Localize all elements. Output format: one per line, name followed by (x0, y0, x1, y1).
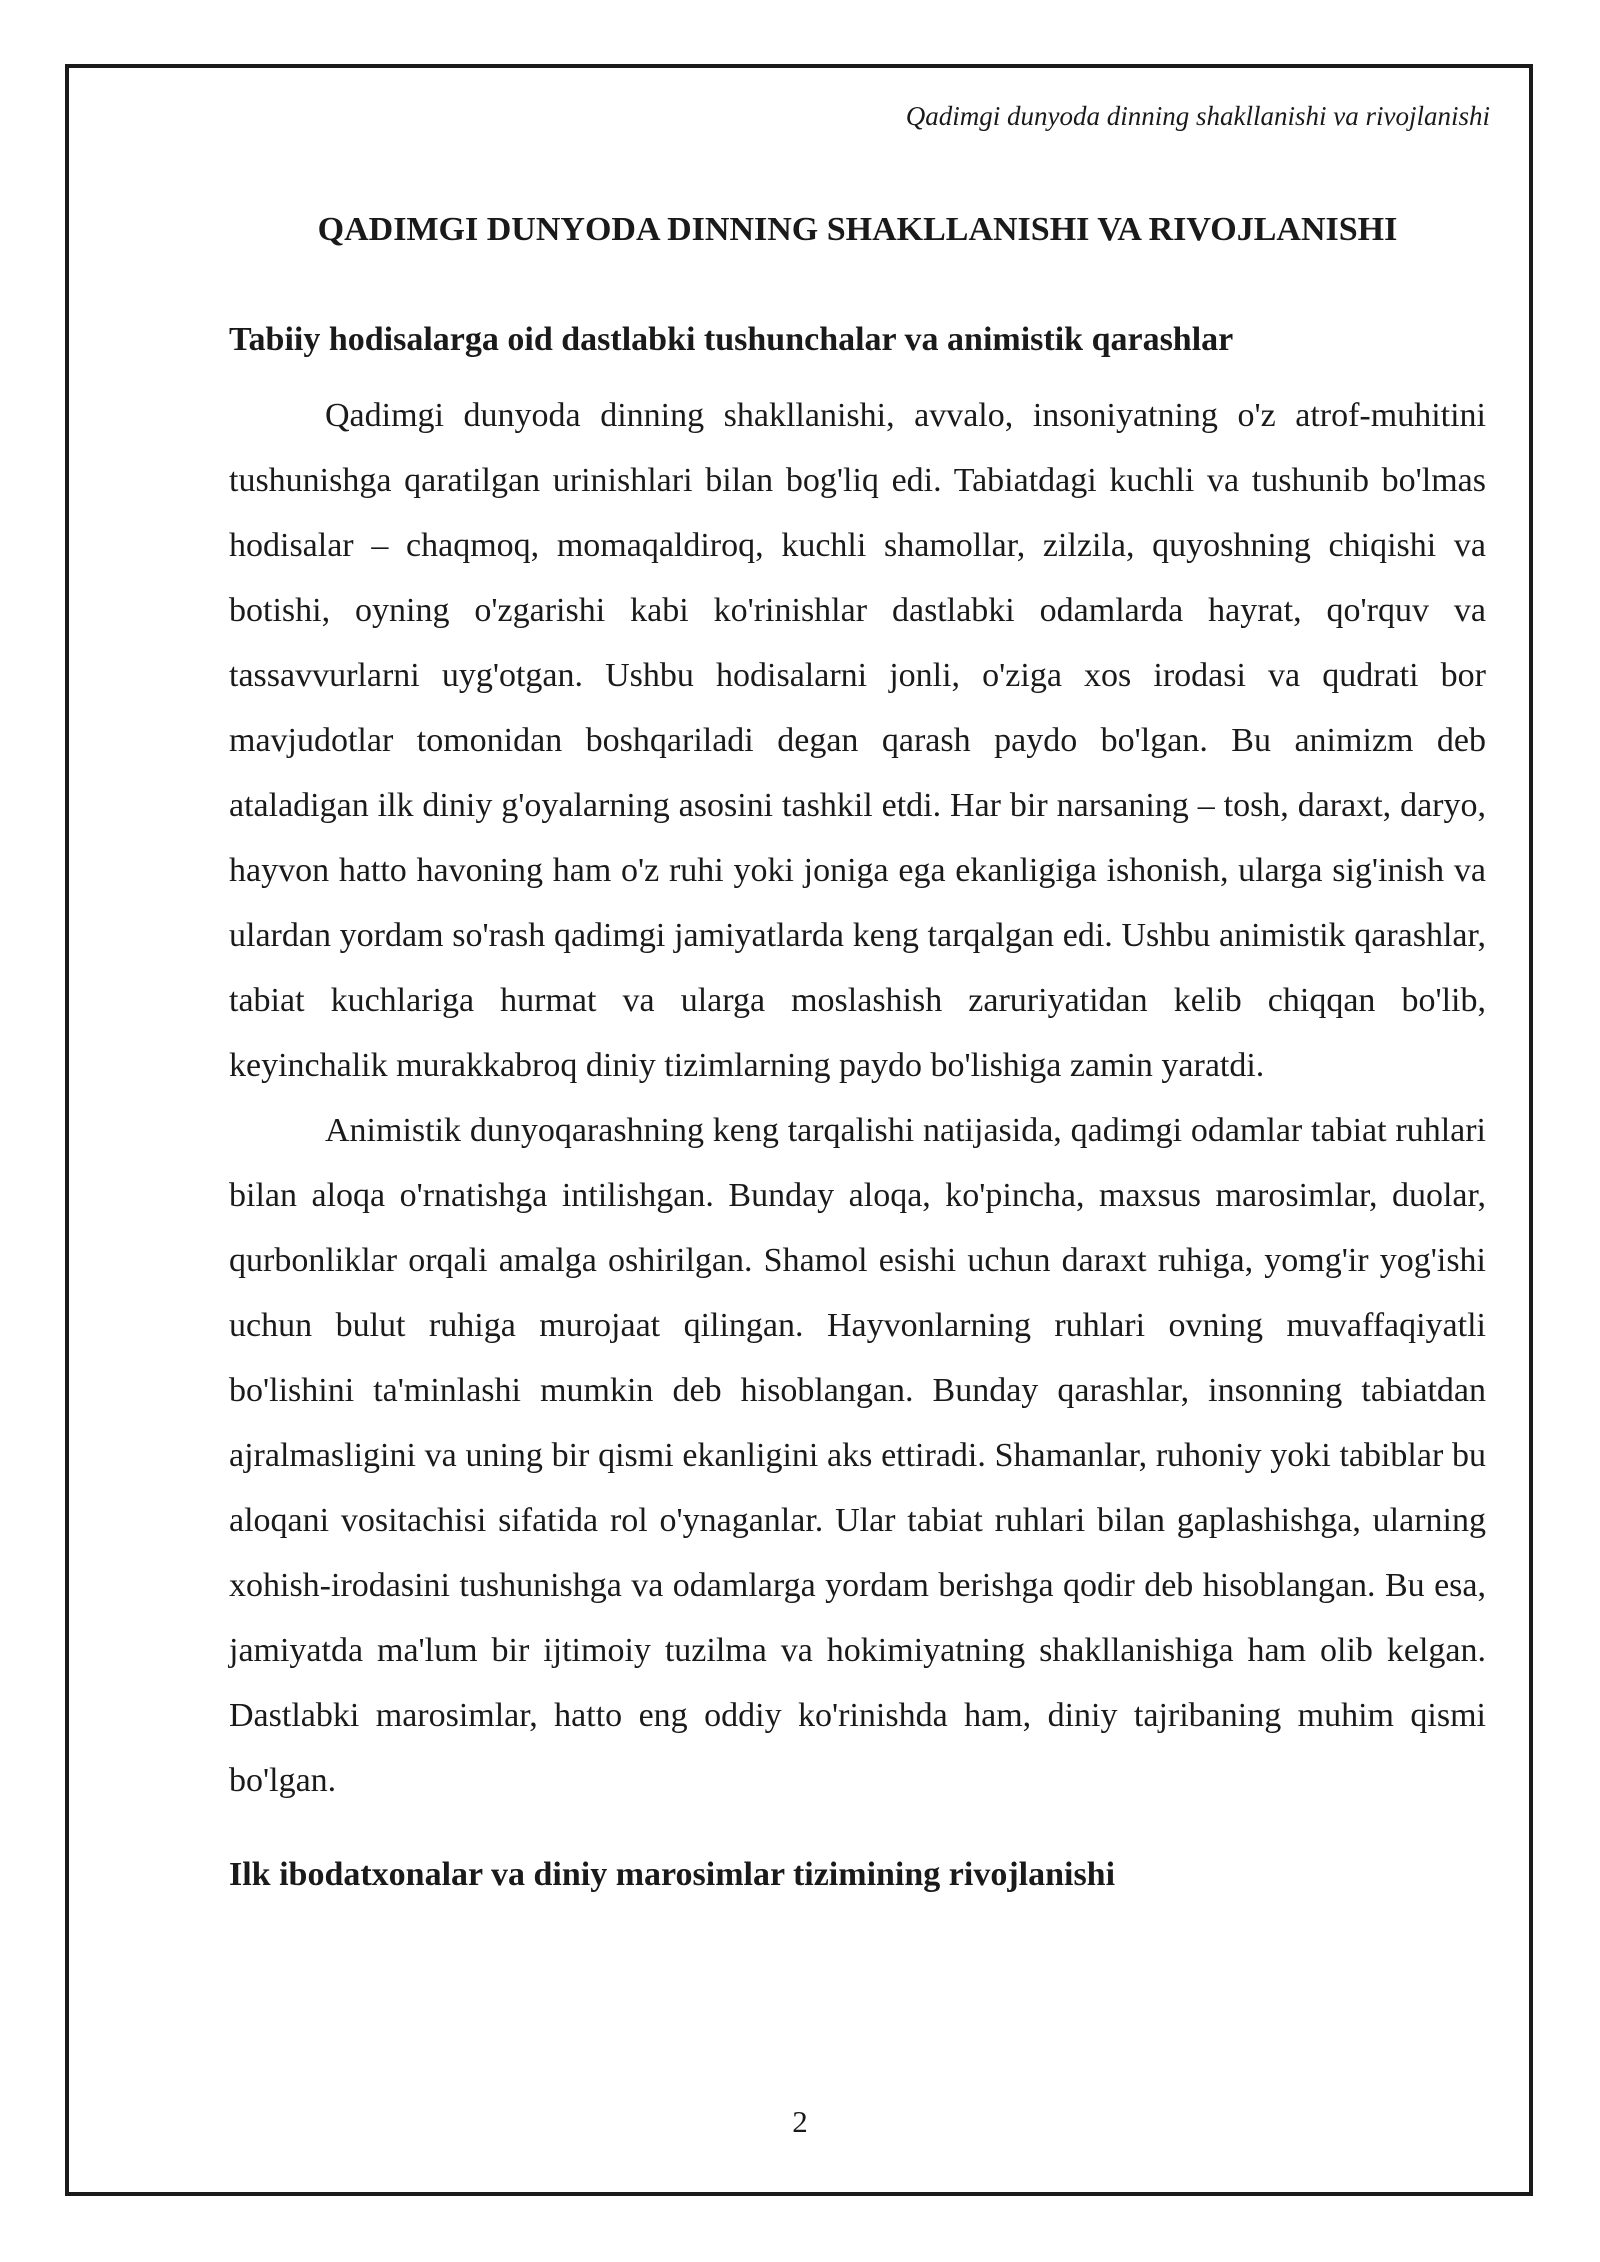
section-heading-animistic-views: Tabiiy hodisalarga oid dastlabki tushunchalar va animistik qarashlar (229, 321, 1234, 358)
page-number: 2 (792, 2104, 808, 2139)
document-body (229, 210, 1486, 1895)
paragraph-1: Qadimgi dunyoda dinning shakllanishi, avvalo, insoniyatning o'z atrof-muhitini tushunishga qaratilgan urinishlari bilan bog'liq edi. Tabiatdagi kuchli va tushunib bo'lmas hodisalar – chaqmoq, momaqaldiroq, kuchli shamollar, zilzila, quyoshning chiqishi va botishi, oyning o'zgarishi kabi ko'rinishlar dastlabki odamlarda hayrat, qo'rquv va tassavvurlarni uyg'otgan. Ushbu hodisalarni jonli, o'ziga xos irodasi va qudrati bor mavjudotlar tomonidan boshqariladi degan qarash paydo bo'lgan. Bu animizm deb ataladigan ilk diniy g'oyalarning asosini tashkil etdi. Har bir narsaning – tosh, daraxt, daryo, hayvon hatto havoning ham o'z ruhi yoki joniga ega ekanligiga ishonish, ularga sig'inish va ulardan yordam so'rash qadimgi jamiyatlarda keng tarqalgan edi. Ushbu animistik qarashlar, tabiat kuchlariga hurmat va ularga moslashish zaruriyatidan kelib chiqqan bo'lib, keyinchalik murakkabroq diniy tizimlarning paydo bo'lishiga zamin yaratdi. (229, 397, 1486, 1084)
document-title: QADIMGI DUNYODA DINNING SHAKLLANISHI VA RIVOJLANISHI (317, 211, 1398, 248)
running-header: Qadimgi dunyoda dinning shakllanishi va rivojlanishi (905, 101, 1490, 131)
section-heading-first-temples: Ilk ibodatxonalar va diniy marosimlar tizimining rivojlanishi (229, 1856, 1116, 1893)
paragraph-2: Animistik dunyoqarashning keng tarqalishi natijasida, qadimgi odamlar tabiat ruhlari bilan aloqa o'rnatishga intilishgan. Bunday aloqa, ko'pincha, maxsus marosimlar, duolar, qurbonliklar orqali amalga oshirilgan. Shamol esishi uchun daraxt ruhiga, yomg'ir yog'ishi uchun bulut ruhiga murojaat qilingan. Hayvonlarning ruhlari ovning muvaffaqiyatli bo'lishini ta'minlashi mumkin deb hisoblangan. Bunday qarashlar, insonning tabiatdan ajralmasligini va uning bir qismi ekanligini aks ettiradi. Shamanlar, ruhoniy yoki tabiblar bu aloqani vositachisi sifatida rol o'ynaganlar. Ular tabiat ruhlari bilan gaplashishga, ularning xohish-irodasini tushunishga va odamlarga yordam berishga qodir deb hisoblangan. Bu esa, jamiyatda ma'lum bir ijtimoiy tuzilma va hokimiyatning shakllanishiga ham olib kelgan. Dastlabki marosimlar, hatto eng oddiy ko'rinishda ham, diniy tajribaning muhim qismi bo'lgan. (229, 1112, 1486, 1799)
